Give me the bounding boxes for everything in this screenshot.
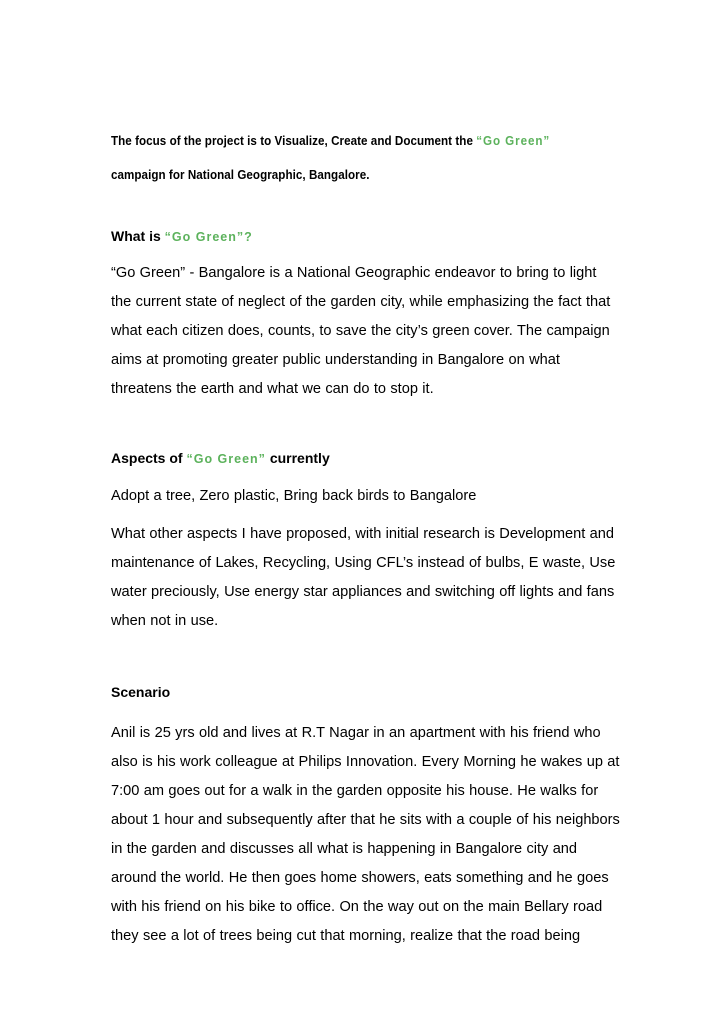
go-green-highlight: “Go Green” bbox=[186, 452, 266, 466]
heading-text: What is bbox=[111, 228, 165, 244]
paragraph-line: Adopt a tree, Zero plastic, Bring back birds to Bangalore bbox=[111, 488, 477, 504]
intro-paragraph bbox=[111, 124, 595, 192]
section-heading-what-is bbox=[111, 226, 253, 247]
paragraph-line: maintenance of Lakes, Recycling, Using CFL’s instead of bulbs, E waste, Use bbox=[111, 555, 616, 571]
intro-line-1-text: The focus of the project is to Visualize, Create and Document the bbox=[111, 134, 477, 148]
heading-text: currently bbox=[265, 450, 330, 466]
paragraph-line: Anil is 25 yrs old and lives at R.T Nagar in an apartment with his friend who bbox=[111, 725, 601, 741]
intro-line-1 bbox=[111, 124, 595, 158]
paragraph-line: around the world. He then goes home showers, eats something and he goes bbox=[111, 870, 609, 886]
section-heading-aspects bbox=[111, 448, 330, 469]
paragraph-line: the current state of neglect of the garden city, while emphasizing the fact that bbox=[111, 294, 611, 310]
paragraph-line: about 1 hour and subsequently after that he sits with a couple of his neighbors bbox=[111, 812, 620, 828]
intro-line-2: campaign for National Geographic, Bangalore. bbox=[111, 168, 370, 182]
paragraph-proposed-aspects bbox=[111, 520, 631, 636]
paragraph-current-aspects bbox=[111, 482, 631, 511]
paragraph-line: in the garden and discusses all what is happening in Bangalore city and bbox=[111, 841, 578, 857]
go-green-highlight: “Go Green”? bbox=[164, 230, 253, 244]
paragraph-line: “Go Green” - Bangalore is a National Geographic endeavor to bring to light bbox=[111, 265, 597, 281]
go-green-highlight: “Go Green” bbox=[476, 134, 551, 148]
paragraph-line: when not in use. bbox=[111, 613, 219, 629]
paragraph-line: What other aspects I have proposed, with initial research is Development and bbox=[111, 526, 614, 542]
paragraph-line: they see a lot of trees being cut that morning, realize that the road being bbox=[111, 928, 581, 944]
paragraph-line: 7:00 am goes out for a walk in the garden opposite his house. He walks for bbox=[111, 783, 599, 799]
paragraph-line: with his friend on his bike to office. On the way out on the main Bellary road bbox=[111, 899, 603, 915]
paragraph-scenario bbox=[111, 719, 631, 951]
paragraph-line: aims at promoting greater public understanding in Bangalore on what bbox=[111, 352, 560, 368]
heading-text: Aspects of bbox=[111, 450, 187, 466]
section-heading-scenario: Scenario bbox=[111, 684, 171, 700]
paragraph-line: also is his work colleague at Philips Innovation. Every Morning he wakes up at bbox=[111, 754, 620, 770]
paragraph-line: water preciously, Use energy star appliances and switching off lights and fans bbox=[111, 584, 615, 600]
paragraph-line: threatens the earth and what we can do to stop it. bbox=[111, 381, 434, 397]
paragraph-what-is bbox=[111, 259, 631, 404]
paragraph-line: what each citizen does, counts, to save the city’s green cover. The campaign bbox=[111, 323, 610, 339]
